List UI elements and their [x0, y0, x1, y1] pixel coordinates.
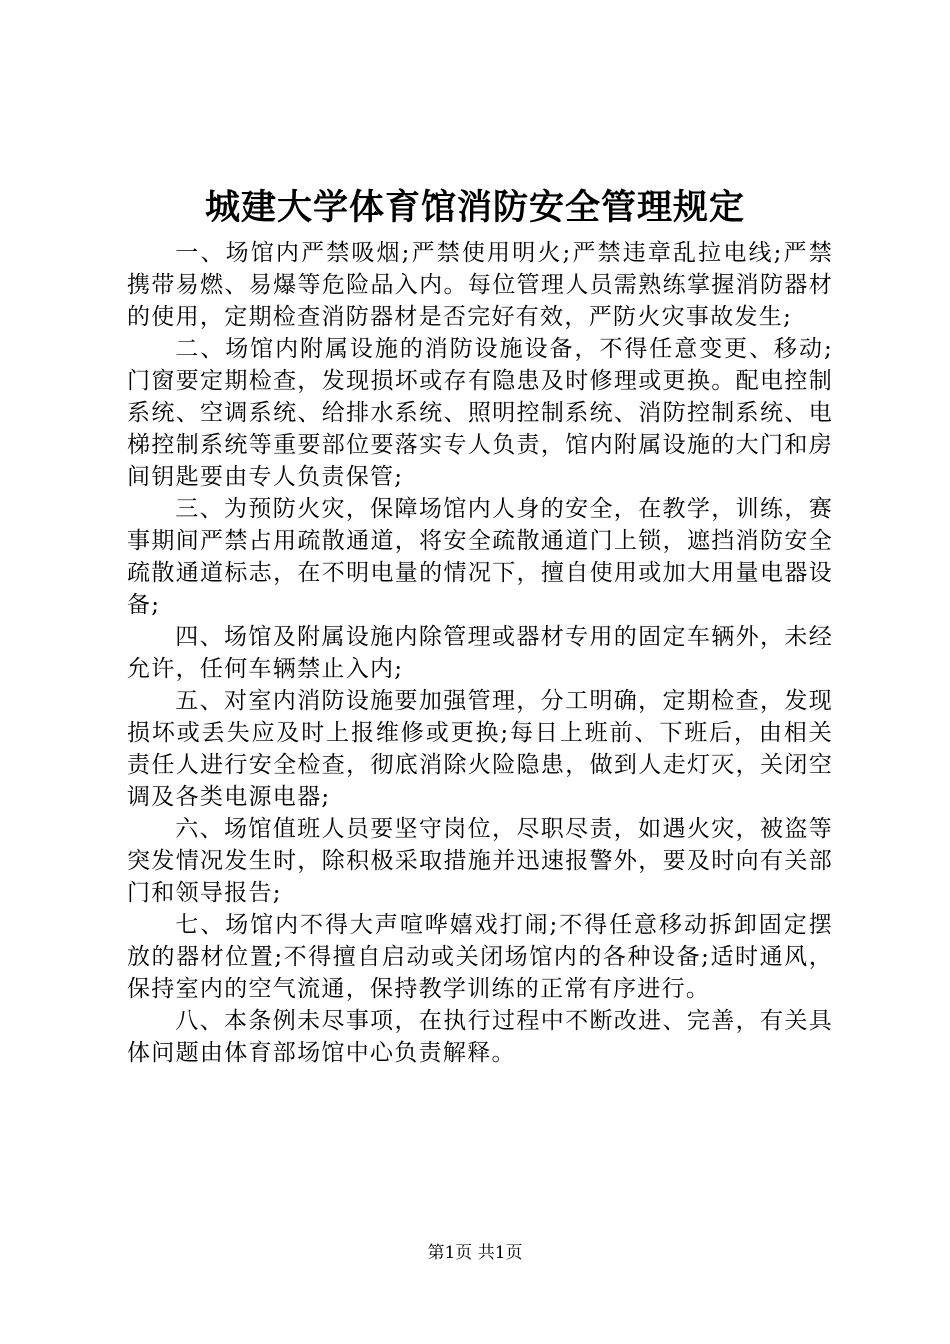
paragraph-6: 六、场馆值班人员要坚守岗位，尽职尽责，如遇火灾，被盗等突发情况发生时，除积极采取措施并迅速报警外，要及时向有关部门和领导报告; — [127, 816, 833, 906]
paragraph-1: 一、场馆内严禁吸烟;严禁使用明火;严禁违章乱拉电线;严禁携带易燃、易爆等危险品入内。每位管理人员需熟练掌握消防器材的使用，定期检查消防器材是否完好有效，严防火灾事故发生; — [127, 240, 833, 330]
paragraph-2: 二、场馆内附属设施的消防设施设备，不得任意变更、移动;门窗要定期检查，发现损坏或存有隐患及时修理或更换。配电控制系统、空调系统、给排水系统、照明控制系统、消防控制系统、电梯控制系统等重要部位要落实专人负责，馆内附属设施的大门和房间钥匙要由专人负责保管; — [127, 336, 833, 490]
document-title: 城建大学体育馆消防安全管理规定 — [204, 187, 745, 228]
paragraph-7: 七、场馆内不得大声喧哗嬉戏打闹;不得任意移动拆卸固定摆放的器材位置;不得擅自启动或关闭场馆内的各种设备;适时通风，保持室内的空气流通，保持教学训练的正常有序进行。 — [127, 912, 833, 1002]
page-footer: 第1页 共1页 — [427, 1243, 523, 1263]
paragraph-8: 八、本条例未尽事项，在执行过程中不断改进、完善，有关具体问题由体育部场馆中心负责解释。 — [127, 1008, 833, 1066]
document-body — [127, 237, 833, 1069]
paragraph-3: 三、为预防火灾，保障场馆内人身的安全，在教学，训练，赛事期间严禁占用疏散通道，将安全疏散通道门上锁，遮挡消防安全疏散通道标志，在不明电量的情况下，擅自使用或加大用量电器设备; — [127, 496, 833, 618]
paragraph-5: 五、对室内消防设施要加强管理，分工明确，定期检查，发现损坏或丢失应及时上报维修或更换;每日上班前、下班后，由相关责任人进行安全检查，彻底消除火险隐患，做到人走灯灭，关闭空调及各类电源电器; — [127, 688, 833, 810]
paragraph-4: 四、场馆及附属设施内除管理或器材专用的固定车辆外，未经允许，任何车辆禁止入内; — [127, 624, 833, 682]
